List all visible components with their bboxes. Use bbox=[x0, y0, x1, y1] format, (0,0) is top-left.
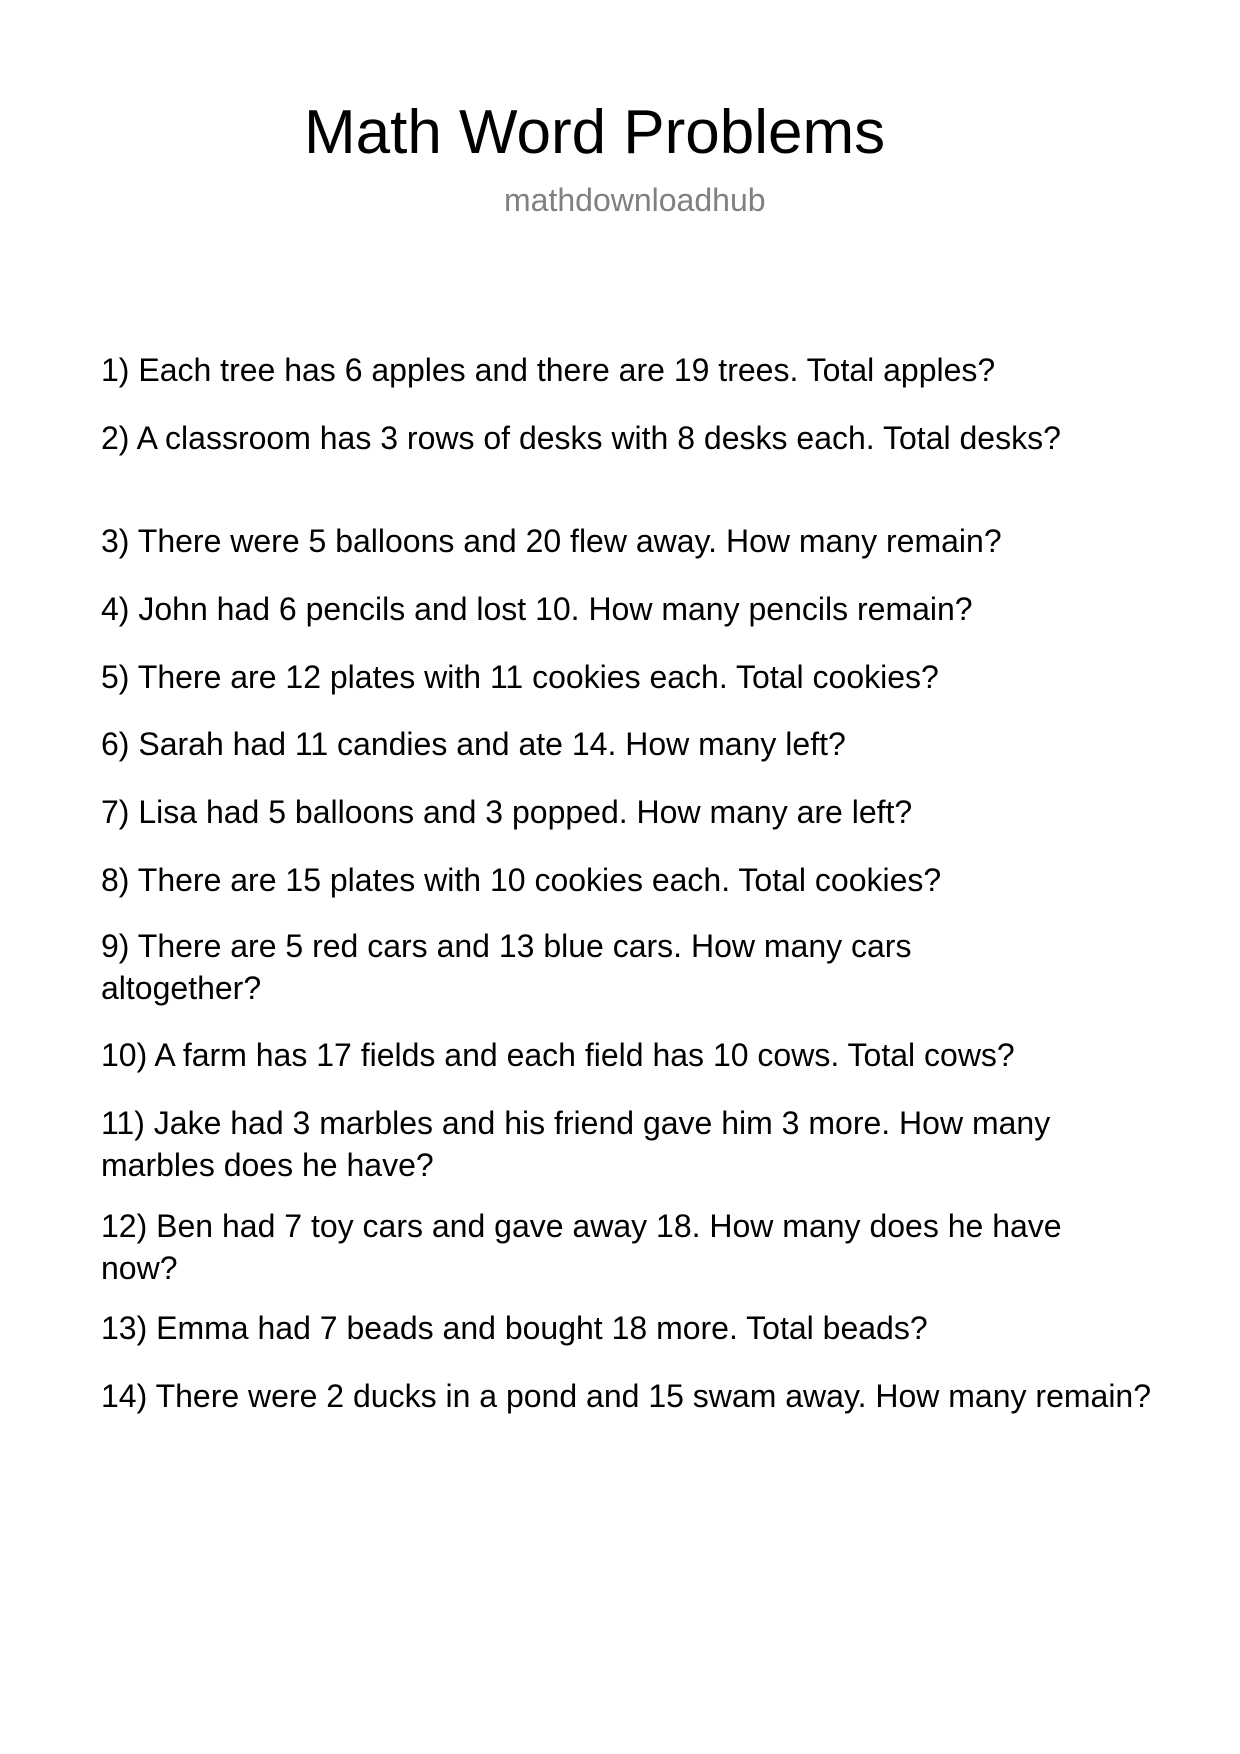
problem-2: 2) A classroom has 3 rows of desks with 8 desks each. Total desks? bbox=[101, 420, 1061, 456]
problem-12: 12) Ben had 7 toy cars and gave away 18. How many does he have now? bbox=[101, 1208, 1062, 1286]
problem-11: 11) Jake had 3 marbles and his friend gave him 3 more. How many marbles does he have? bbox=[101, 1105, 1051, 1183]
problem-14: 14) There were 2 ducks in a pond and 15 swam away. How many remain? bbox=[101, 1378, 1152, 1414]
problem-5: 5) There are 12 plates with 11 cookies each. Total cookies? bbox=[101, 659, 939, 695]
problem-10: 10) A farm has 17 fields and each field has 10 cows. Total cows? bbox=[101, 1037, 1015, 1073]
problem-9: 9) There are 5 red cars and 13 blue cars. How many cars altogether? bbox=[101, 928, 912, 1006]
problem-6: 6) Sarah had 11 candies and ate 14. How many left? bbox=[101, 726, 846, 762]
problem-4: 4) John had 6 pencils and lost 10. How many pencils remain? bbox=[101, 591, 973, 627]
problem-13: 13) Emma had 7 beads and bought 18 more. Total beads? bbox=[101, 1310, 928, 1346]
page-title: Math Word Problems bbox=[304, 98, 886, 167]
problem-1: 1) Each tree has 6 apples and there are 19 trees. Total apples? bbox=[101, 352, 996, 388]
page-subtitle: mathdownloadhub bbox=[504, 182, 766, 218]
problem-7: 7) Lisa had 5 balloons and 3 popped. How many are left? bbox=[101, 794, 913, 830]
problem-8: 8) There are 15 plates with 10 cookies each. Total cookies? bbox=[101, 862, 942, 898]
problem-3: 3) There were 5 balloons and 20 flew away. How many remain? bbox=[101, 523, 1002, 559]
